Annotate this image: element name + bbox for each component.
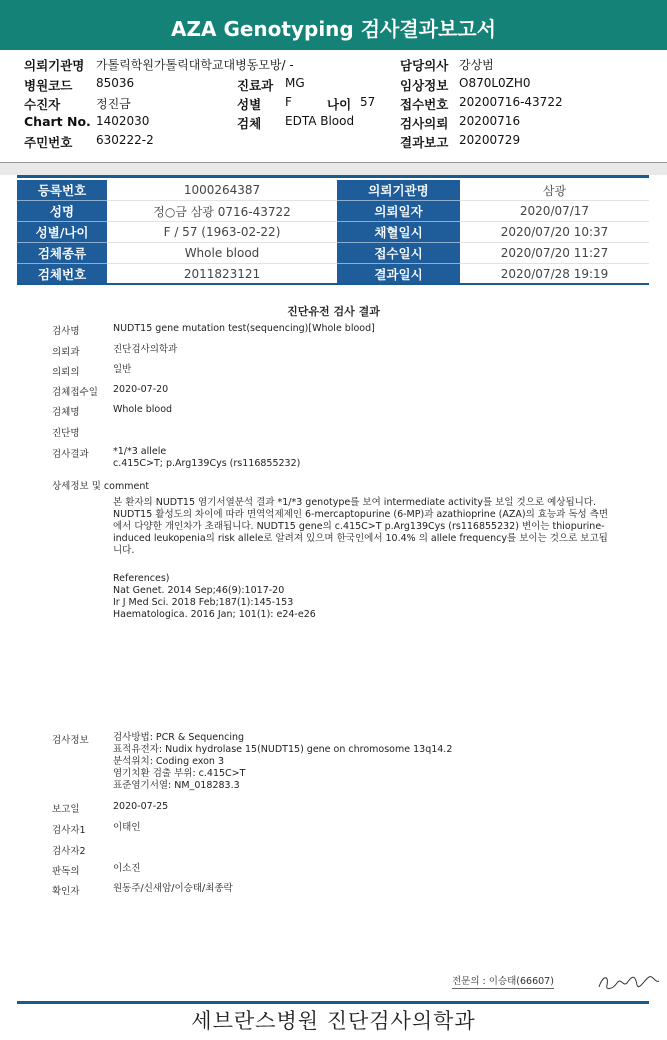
specialist-signature-line: 전문의 : 이승태(66607) — [452, 973, 554, 989]
section-title: 진단유전 검사 결과 — [287, 305, 380, 318]
summary-value: 2020/07/28 19:19 — [460, 264, 649, 285]
table-row — [17, 201, 649, 222]
hospital-name: 세브란스병원 진단검사의학과 — [191, 1009, 476, 1033]
summary-value: 1000264387 — [107, 180, 337, 201]
table-row — [17, 243, 649, 264]
field-value: 이태인 — [113, 822, 141, 833]
field-label: 검체명 — [52, 407, 80, 418]
field-label: 검체접수일 — [52, 387, 98, 398]
summary-label: 등록번호 — [17, 180, 107, 201]
field-value: Whole blood — [113, 404, 173, 415]
summary-value: F / 57 (1963-02-22) — [107, 222, 337, 243]
header-info — [0, 50, 667, 163]
field-label: 검사결과 — [52, 449, 89, 460]
summary-label: 검체번호 — [17, 264, 107, 285]
header-label: 수진자 — [24, 97, 61, 112]
field-label: 검사명 — [52, 326, 80, 337]
report-title: AZA Genotyping 검사결과보고서 — [0, 0, 667, 50]
field-label: 검사정보 — [52, 735, 89, 746]
header-value: 정진금 — [96, 97, 131, 111]
header-value: 20200729 — [459, 133, 521, 147]
header-value: O870L0ZH0 — [459, 76, 531, 90]
header-label: 담당의사 — [400, 58, 449, 73]
test-info-line: 표적유전자: Nudix hydrolase 15(NUDT15) gene on chromosome 13q14.2 — [113, 744, 453, 755]
header-value: EDTA Blood — [285, 114, 355, 128]
summary-value: 2020/07/20 10:37 — [460, 222, 649, 243]
header-label: 의뢰기관명 — [24, 58, 85, 73]
test-info-line: 분석위치: Coding exon 3 — [113, 756, 225, 767]
summary-value: 2020/07/17 — [460, 201, 649, 222]
comment-text: 본 환자의 NUDT15 염기서열분석 결과 *1/*3 genotype를 보여 intermediate activity를 보일 것으로 예상됩니다. NUDT15 활성도의 차이에 따라 면역억제제인 6-mercaptopurine (6-MP)과 azathioprine (AZA)의 효능과 독성 측면에서 다양한 개인차가 초래됩니다. NUDT15 gene의 c.415C>T p.Arg139Cys (rs116855232) 변이는 thiopurine-induced leukopenia의 risk allele로 알려져 있으며 한국인에서 10.4% 의 allele frequency를 보이는 것으로 보고됩니다. — [113, 497, 609, 556]
header-label: 임상정보 — [400, 78, 449, 93]
field-label: 의뢰의 — [52, 367, 80, 378]
table-row — [17, 222, 649, 243]
summary-value: 2020/07/20 11:27 — [460, 243, 649, 264]
header-label: Chart No. — [24, 114, 91, 129]
header-value: MG — [285, 76, 305, 90]
header-label: 병원코드 — [24, 78, 73, 93]
test-info-line: 검사방법: PCR & Sequencing — [113, 732, 245, 743]
header-label: 접수번호 — [400, 97, 449, 112]
summary-label: 채혈일시 — [337, 222, 460, 243]
report-body — [0, 175, 667, 1040]
summary-label: 의뢰일자 — [337, 201, 460, 222]
field-value: 이소진 — [113, 863, 141, 874]
field-label: 검사자1 — [52, 825, 86, 836]
separator-strip — [0, 163, 667, 175]
table-bottom-border — [17, 283, 649, 285]
reference-item: Haematologica. 2016 Jan; 101(1): e24-e26 — [113, 609, 316, 620]
header-value: 20200716-43722 — [459, 95, 563, 109]
header-label: 주민번호 — [24, 135, 73, 150]
age-value: 57 — [360, 95, 376, 109]
field-value: 진단검사의학과 — [113, 344, 178, 355]
table-row — [17, 264, 649, 285]
handwritten-signature — [595, 965, 665, 995]
field-label: 확인자 — [52, 886, 80, 897]
test-info-line: 표준염기서열: NM_018283.3 — [113, 780, 240, 791]
header-value: 1402030 — [96, 114, 150, 128]
header-value: 강상범 — [459, 58, 494, 72]
table-top-border — [17, 175, 649, 178]
result-variant: c.415C>T; p.Arg139Cys (rs116855232) — [113, 458, 301, 469]
age-label: 나이 — [327, 97, 352, 112]
comment-label: 상세정보 및 comment — [52, 481, 150, 492]
summary-label: 결과일시 — [337, 264, 460, 285]
field-label: 검사자2 — [52, 846, 86, 857]
field-value: 일반 — [113, 364, 132, 375]
summary-value: 2011823121 — [107, 264, 337, 285]
field-value: NUDT15 gene mutation test(sequencing)[Whole blood] — [113, 323, 375, 334]
header-label: 검사의뢰 — [400, 116, 449, 131]
field-label: 판독의 — [52, 866, 80, 877]
header-value: 20200716 — [459, 114, 521, 128]
references-title: References) — [113, 573, 170, 584]
field-label: 의뢰과 — [52, 347, 80, 358]
result-allele: *1/*3 allele — [113, 446, 167, 457]
field-value: 2020-07-20 — [113, 384, 169, 395]
test-info-line: 염기치환 검출 부위: c.415C>T — [113, 768, 246, 779]
summary-value: 정○금 삼광 0716-43722 — [107, 201, 337, 222]
header-value: 가톨릭학원가톨릭대학교대병동모방/ - — [96, 58, 294, 72]
summary-label: 성명 — [17, 201, 107, 222]
header-value: F — [285, 95, 292, 109]
header-label: 검체 — [237, 116, 262, 131]
field-value: 2020-07-25 — [113, 801, 169, 812]
reference-item: Nat Genet. 2014 Sep;46(9):1017-20 — [113, 585, 285, 596]
header-label: 성별 — [237, 97, 262, 112]
table-row — [17, 180, 649, 201]
summary-label: 의뢰기관명 — [337, 180, 460, 201]
field-label: 진단명 — [52, 428, 80, 439]
footer-border — [17, 1001, 649, 1004]
summary-value: Whole blood — [107, 243, 337, 264]
summary-label: 접수일시 — [337, 243, 460, 264]
header-label: 진료과 — [237, 78, 274, 93]
reference-item: Ir J Med Sci. 2018 Feb;187(1):145-153 — [113, 597, 294, 608]
summary-value: 삼광 — [460, 180, 649, 201]
header-label: 결과보고 — [400, 135, 449, 150]
field-value: 원동주/신새암/이승태/최종락 — [113, 883, 233, 894]
summary-label: 검체종류 — [17, 243, 107, 264]
summary-label: 성별/나이 — [17, 222, 107, 243]
header-value: 630222-2 — [96, 133, 154, 147]
header-value: 85036 — [96, 76, 135, 90]
field-label: 보고일 — [52, 804, 80, 815]
summary-table — [17, 180, 649, 285]
